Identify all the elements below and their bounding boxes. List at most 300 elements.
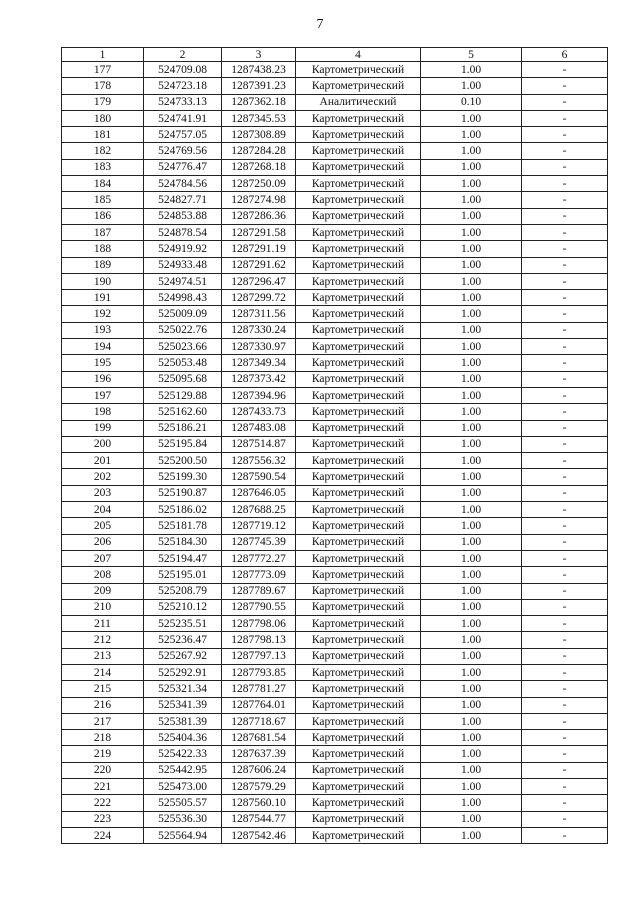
cell-x-coordinate: 525422.33 (144, 746, 222, 762)
table-row (62, 322, 608, 338)
cell-method: Картометрический (296, 746, 421, 762)
table-row (62, 306, 608, 322)
cell-description: - (522, 420, 608, 436)
cell-accuracy: 1.00 (421, 208, 522, 224)
cell-description: - (522, 208, 608, 224)
cell-x-coordinate: 524974.51 (144, 273, 222, 289)
cell-description: - (522, 648, 608, 664)
cell-accuracy: 1.00 (421, 827, 522, 843)
table-row (62, 176, 608, 192)
cell-accuracy: 1.00 (421, 567, 522, 583)
cell-accuracy: 1.00 (421, 143, 522, 159)
cell-x-coordinate: 524827.71 (144, 192, 222, 208)
cell-method: Картометрический (296, 371, 421, 387)
cell-x-coordinate: 524709.08 (144, 62, 222, 78)
cell-point-number: 186 (62, 208, 144, 224)
cell-method: Картометрический (296, 502, 421, 518)
cell-accuracy: 1.00 (421, 224, 522, 240)
cell-point-number: 177 (62, 62, 144, 78)
cell-point-number: 191 (62, 290, 144, 306)
cell-accuracy: 1.00 (421, 518, 522, 534)
cell-method: Картометрический (296, 583, 421, 599)
cell-accuracy: 0.10 (421, 94, 522, 110)
cell-y-coordinate: 1287688.25 (222, 502, 296, 518)
cell-y-coordinate: 1287308.89 (222, 127, 296, 143)
cell-method: Картометрический (296, 192, 421, 208)
cell-x-coordinate: 525023.66 (144, 339, 222, 355)
cell-point-number: 192 (62, 306, 144, 322)
table-row (62, 453, 608, 469)
cell-accuracy: 1.00 (421, 110, 522, 126)
cell-x-coordinate: 525292.91 (144, 664, 222, 680)
cell-point-number: 203 (62, 485, 144, 501)
cell-accuracy: 1.00 (421, 730, 522, 746)
cell-y-coordinate: 1287296.47 (222, 273, 296, 289)
cell-description: - (522, 746, 608, 762)
cell-y-coordinate: 1287745.39 (222, 534, 296, 550)
cell-x-coordinate: 524933.48 (144, 257, 222, 273)
cell-description: - (522, 159, 608, 175)
table-row (62, 420, 608, 436)
cell-x-coordinate: 525195.01 (144, 567, 222, 583)
cell-x-coordinate: 525186.21 (144, 420, 222, 436)
cell-x-coordinate: 525321.34 (144, 681, 222, 697)
cell-point-number: 180 (62, 110, 144, 126)
cell-description: - (522, 811, 608, 827)
cell-y-coordinate: 1287797.13 (222, 648, 296, 664)
cell-description: - (522, 681, 608, 697)
cell-point-number: 187 (62, 224, 144, 240)
cell-point-number: 202 (62, 469, 144, 485)
cell-accuracy: 1.00 (421, 192, 522, 208)
table-row (62, 62, 608, 78)
cell-x-coordinate: 524853.88 (144, 208, 222, 224)
cell-y-coordinate: 1287793.85 (222, 664, 296, 680)
cell-accuracy: 1.00 (421, 664, 522, 680)
cell-x-coordinate: 525210.12 (144, 599, 222, 615)
column-header-description: 6 (522, 48, 608, 62)
cell-description: - (522, 371, 608, 387)
cell-description: - (522, 241, 608, 257)
cell-accuracy: 1.00 (421, 404, 522, 420)
cell-method: Картометрический (296, 78, 421, 94)
table-row (62, 78, 608, 94)
table-row (62, 664, 608, 680)
cell-y-coordinate: 1287373.42 (222, 371, 296, 387)
cell-y-coordinate: 1287790.55 (222, 599, 296, 615)
cell-method: Картометрический (296, 257, 421, 273)
cell-method: Картометрический (296, 273, 421, 289)
cell-point-number: 204 (62, 502, 144, 518)
cell-accuracy: 1.00 (421, 290, 522, 306)
cell-method: Картометрический (296, 534, 421, 550)
cell-method: Аналитический (296, 94, 421, 110)
column-header-method: 4 (296, 48, 421, 62)
cell-method: Картометрический (296, 664, 421, 680)
cell-accuracy: 1.00 (421, 502, 522, 518)
cell-x-coordinate: 524878.54 (144, 224, 222, 240)
cell-x-coordinate: 524733.13 (144, 94, 222, 110)
cell-accuracy: 1.00 (421, 273, 522, 289)
cell-description: - (522, 779, 608, 795)
cell-method: Картометрический (296, 648, 421, 664)
table-row (62, 371, 608, 387)
cell-method: Картометрический (296, 306, 421, 322)
cell-description: - (522, 795, 608, 811)
cell-method: Картометрический (296, 176, 421, 192)
cell-description: - (522, 94, 608, 110)
cell-point-number: 221 (62, 779, 144, 795)
cell-method: Картометрический (296, 127, 421, 143)
cell-accuracy: 1.00 (421, 648, 522, 664)
cell-point-number: 181 (62, 127, 144, 143)
cell-description: - (522, 583, 608, 599)
cell-x-coordinate: 525404.36 (144, 730, 222, 746)
table-row (62, 632, 608, 648)
cell-point-number: 198 (62, 404, 144, 420)
cell-y-coordinate: 1287284.28 (222, 143, 296, 159)
cell-x-coordinate: 525053.48 (144, 355, 222, 371)
cell-y-coordinate: 1287718.67 (222, 713, 296, 729)
table-header-row (62, 48, 608, 62)
cell-method: Картометрический (296, 436, 421, 452)
cell-x-coordinate: 525022.76 (144, 322, 222, 338)
cell-method: Картометрический (296, 779, 421, 795)
table-row (62, 827, 608, 843)
cell-point-number: 219 (62, 746, 144, 762)
cell-y-coordinate: 1287394.96 (222, 387, 296, 403)
cell-x-coordinate: 525162.60 (144, 404, 222, 420)
table-row (62, 94, 608, 110)
cell-method: Картометрический (296, 518, 421, 534)
cell-x-coordinate: 525186.02 (144, 502, 222, 518)
cell-point-number: 193 (62, 322, 144, 338)
cell-point-number: 212 (62, 632, 144, 648)
cell-y-coordinate: 1287590.54 (222, 469, 296, 485)
table-row (62, 779, 608, 795)
cell-method: Картометрический (296, 713, 421, 729)
cell-point-number: 206 (62, 534, 144, 550)
cell-x-coordinate: 524784.56 (144, 176, 222, 192)
cell-accuracy: 1.00 (421, 176, 522, 192)
table-row (62, 811, 608, 827)
cell-y-coordinate: 1287274.98 (222, 192, 296, 208)
cell-description: - (522, 550, 608, 566)
cell-method: Картометрический (296, 485, 421, 501)
table-row (62, 290, 608, 306)
cell-description: - (522, 697, 608, 713)
cell-point-number: 178 (62, 78, 144, 94)
cell-y-coordinate: 1287362.18 (222, 94, 296, 110)
cell-x-coordinate: 525341.39 (144, 697, 222, 713)
cell-point-number: 199 (62, 420, 144, 436)
cell-method: Картометрический (296, 599, 421, 615)
cell-point-number: 194 (62, 339, 144, 355)
cell-y-coordinate: 1287291.58 (222, 224, 296, 240)
cell-x-coordinate: 524919.92 (144, 241, 222, 257)
cell-accuracy: 1.00 (421, 746, 522, 762)
cell-method: Картометрический (296, 469, 421, 485)
cell-method: Картометрический (296, 224, 421, 240)
cell-x-coordinate: 525381.39 (144, 713, 222, 729)
cell-y-coordinate: 1287291.19 (222, 241, 296, 257)
column-header-accuracy: 5 (421, 48, 522, 62)
cell-y-coordinate: 1287579.29 (222, 779, 296, 795)
cell-accuracy: 1.00 (421, 339, 522, 355)
cell-point-number: 190 (62, 273, 144, 289)
cell-description: - (522, 827, 608, 843)
cell-x-coordinate: 525095.68 (144, 371, 222, 387)
table-row (62, 143, 608, 159)
cell-accuracy: 1.00 (421, 697, 522, 713)
cell-method: Картометрический (296, 730, 421, 746)
cell-y-coordinate: 1287646.05 (222, 485, 296, 501)
cell-y-coordinate: 1287514.87 (222, 436, 296, 452)
cell-x-coordinate: 525505.57 (144, 795, 222, 811)
cell-x-coordinate: 525194.47 (144, 550, 222, 566)
table-row (62, 355, 608, 371)
cell-point-number: 208 (62, 567, 144, 583)
table-row (62, 795, 608, 811)
cell-accuracy: 1.00 (421, 550, 522, 566)
cell-accuracy: 1.00 (421, 62, 522, 78)
cell-accuracy: 1.00 (421, 779, 522, 795)
cell-point-number: 179 (62, 94, 144, 110)
cell-x-coordinate: 524723.18 (144, 78, 222, 94)
cell-y-coordinate: 1287330.97 (222, 339, 296, 355)
cell-accuracy: 1.00 (421, 616, 522, 632)
cell-point-number: 200 (62, 436, 144, 452)
table-row (62, 534, 608, 550)
table-row (62, 550, 608, 566)
cell-description: - (522, 616, 608, 632)
cell-accuracy: 1.00 (421, 78, 522, 94)
cell-description: - (522, 257, 608, 273)
cell-description: - (522, 730, 608, 746)
cell-point-number: 216 (62, 697, 144, 713)
cell-method: Картометрический (296, 453, 421, 469)
cell-point-number: 220 (62, 762, 144, 778)
cell-y-coordinate: 1287556.32 (222, 453, 296, 469)
cell-accuracy: 1.00 (421, 127, 522, 143)
cell-y-coordinate: 1287719.12 (222, 518, 296, 534)
table-row (62, 339, 608, 355)
cell-x-coordinate: 525200.50 (144, 453, 222, 469)
cell-description: - (522, 436, 608, 452)
cell-x-coordinate: 525195.84 (144, 436, 222, 452)
cell-y-coordinate: 1287299.72 (222, 290, 296, 306)
cell-accuracy: 1.00 (421, 257, 522, 273)
cell-accuracy: 1.00 (421, 485, 522, 501)
cell-y-coordinate: 1287764.01 (222, 697, 296, 713)
cell-point-number: 211 (62, 616, 144, 632)
cell-accuracy: 1.00 (421, 811, 522, 827)
table-body (62, 62, 608, 844)
cell-description: - (522, 713, 608, 729)
cell-accuracy: 1.00 (421, 469, 522, 485)
cell-method: Картометрический (296, 567, 421, 583)
table-row (62, 273, 608, 289)
cell-x-coordinate: 525190.87 (144, 485, 222, 501)
cell-x-coordinate: 525236.47 (144, 632, 222, 648)
cell-method: Картометрический (296, 762, 421, 778)
cell-point-number: 210 (62, 599, 144, 615)
cell-method: Картометрический (296, 322, 421, 338)
cell-accuracy: 1.00 (421, 241, 522, 257)
table-row (62, 224, 608, 240)
cell-accuracy: 1.00 (421, 453, 522, 469)
cell-y-coordinate: 1287798.06 (222, 616, 296, 632)
cell-description: - (522, 273, 608, 289)
cell-y-coordinate: 1287391.23 (222, 78, 296, 94)
cell-description: - (522, 469, 608, 485)
table-row (62, 241, 608, 257)
table-row (62, 730, 608, 746)
cell-x-coordinate: 525442.95 (144, 762, 222, 778)
cell-point-number: 196 (62, 371, 144, 387)
cell-description: - (522, 632, 608, 648)
page-number: 7 (316, 17, 324, 32)
cell-y-coordinate: 1287330.24 (222, 322, 296, 338)
cell-x-coordinate: 524998.43 (144, 290, 222, 306)
cell-description: - (522, 762, 608, 778)
cell-y-coordinate: 1287250.09 (222, 176, 296, 192)
cell-y-coordinate: 1287560.10 (222, 795, 296, 811)
cell-point-number: 217 (62, 713, 144, 729)
cell-x-coordinate: 524757.05 (144, 127, 222, 143)
cell-point-number: 188 (62, 241, 144, 257)
cell-y-coordinate: 1287637.39 (222, 746, 296, 762)
cell-x-coordinate: 524741.91 (144, 110, 222, 126)
cell-y-coordinate: 1287789.67 (222, 583, 296, 599)
cell-accuracy: 1.00 (421, 436, 522, 452)
cell-accuracy: 1.00 (421, 387, 522, 403)
cell-method: Картометрический (296, 339, 421, 355)
cell-point-number: 213 (62, 648, 144, 664)
cell-description: - (522, 387, 608, 403)
cell-description: - (522, 339, 608, 355)
cell-y-coordinate: 1287268.18 (222, 159, 296, 175)
cell-accuracy: 1.00 (421, 159, 522, 175)
cell-description: - (522, 485, 608, 501)
cell-method: Картометрический (296, 681, 421, 697)
table-row (62, 469, 608, 485)
cell-point-number: 195 (62, 355, 144, 371)
cell-method: Картометрический (296, 290, 421, 306)
column-header-y-coordinate: 3 (222, 48, 296, 62)
table-row (62, 208, 608, 224)
cell-point-number: 215 (62, 681, 144, 697)
table-row (62, 110, 608, 126)
cell-description: - (522, 192, 608, 208)
cell-description: - (522, 176, 608, 192)
cell-point-number: 205 (62, 518, 144, 534)
cell-description: - (522, 518, 608, 534)
cell-description: - (522, 322, 608, 338)
cell-description: - (522, 599, 608, 615)
cell-point-number: 224 (62, 827, 144, 843)
cell-x-coordinate: 525235.51 (144, 616, 222, 632)
cell-point-number: 197 (62, 387, 144, 403)
cell-x-coordinate: 525184.30 (144, 534, 222, 550)
cell-method: Картометрический (296, 404, 421, 420)
table-row (62, 502, 608, 518)
cell-method: Картометрический (296, 208, 421, 224)
cell-y-coordinate: 1287438.23 (222, 62, 296, 78)
table-row (62, 567, 608, 583)
cell-y-coordinate: 1287772.27 (222, 550, 296, 566)
cell-y-coordinate: 1287345.53 (222, 110, 296, 126)
cell-x-coordinate: 525208.79 (144, 583, 222, 599)
cell-x-coordinate: 525473.00 (144, 779, 222, 795)
cell-point-number: 184 (62, 176, 144, 192)
cell-method: Картометрический (296, 795, 421, 811)
cell-accuracy: 1.00 (421, 306, 522, 322)
cell-accuracy: 1.00 (421, 632, 522, 648)
cell-x-coordinate: 525009.09 (144, 306, 222, 322)
table-row (62, 436, 608, 452)
cell-method: Картометрический (296, 827, 421, 843)
cell-accuracy: 1.00 (421, 355, 522, 371)
table-row (62, 697, 608, 713)
cell-y-coordinate: 1287286.36 (222, 208, 296, 224)
cell-point-number: 218 (62, 730, 144, 746)
cell-x-coordinate: 525267.92 (144, 648, 222, 664)
cell-method: Картометрический (296, 697, 421, 713)
cell-description: - (522, 110, 608, 126)
cell-description: - (522, 453, 608, 469)
cell-point-number: 201 (62, 453, 144, 469)
column-header-point-number: 1 (62, 48, 144, 62)
cell-x-coordinate: 525199.30 (144, 469, 222, 485)
cell-point-number: 207 (62, 550, 144, 566)
cell-accuracy: 1.00 (421, 762, 522, 778)
cell-accuracy: 1.00 (421, 795, 522, 811)
cell-y-coordinate: 1287606.24 (222, 762, 296, 778)
table-row (62, 599, 608, 615)
cell-x-coordinate: 525181.78 (144, 518, 222, 534)
table-row (62, 159, 608, 175)
table-row (62, 257, 608, 273)
cell-y-coordinate: 1287798.13 (222, 632, 296, 648)
cell-method: Картометрический (296, 355, 421, 371)
cell-accuracy: 1.00 (421, 322, 522, 338)
cell-method: Картометрический (296, 110, 421, 126)
cell-point-number: 214 (62, 664, 144, 680)
cell-x-coordinate: 525564.94 (144, 827, 222, 843)
cell-y-coordinate: 1287291.62 (222, 257, 296, 273)
table-row (62, 192, 608, 208)
table-row (62, 762, 608, 778)
cell-accuracy: 1.00 (421, 599, 522, 615)
cell-method: Картометрический (296, 159, 421, 175)
cell-point-number: 185 (62, 192, 144, 208)
cell-description: - (522, 224, 608, 240)
cell-description: - (522, 502, 608, 518)
cell-description: - (522, 534, 608, 550)
table-row (62, 681, 608, 697)
table-row (62, 485, 608, 501)
cell-method: Картометрический (296, 550, 421, 566)
cell-point-number: 182 (62, 143, 144, 159)
table-row (62, 616, 608, 632)
cell-accuracy: 1.00 (421, 534, 522, 550)
cell-y-coordinate: 1287542.46 (222, 827, 296, 843)
cell-description: - (522, 664, 608, 680)
cell-accuracy: 1.00 (421, 681, 522, 697)
cell-method: Картометрический (296, 632, 421, 648)
cell-y-coordinate: 1287483.08 (222, 420, 296, 436)
